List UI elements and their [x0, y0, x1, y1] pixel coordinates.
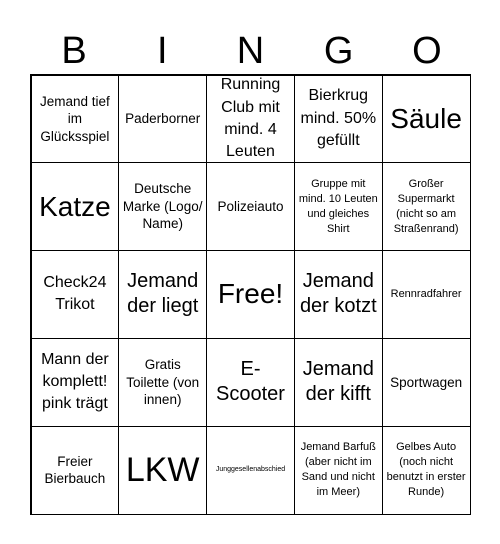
bingo-cell[interactable]: Polizeiauto	[206, 162, 295, 251]
bingo-cell[interactable]: Gruppe mit mind. 10 Leuten und gleiches Shirt	[294, 162, 383, 251]
header-letter-b: B	[61, 29, 87, 72]
header-letter-n: N	[236, 29, 265, 72]
bingo-cell[interactable]: Jemand Barfuß (aber nicht im Sand und nicht im Meer)	[294, 426, 383, 515]
free-space-cell[interactable]: Free!	[206, 250, 295, 339]
bingo-cell[interactable]: Sportwagen	[382, 338, 471, 427]
bingo-header	[30, 28, 471, 74]
bingo-cell[interactable]: Deutsche Marke (Logo/ Name)	[118, 162, 207, 251]
bingo-cell[interactable]: Mann der komplett! pink trägt	[31, 338, 120, 427]
bingo-cell[interactable]: Großer Supermarkt (nicht so am Straßenrand)	[382, 162, 471, 251]
bingo-cell[interactable]: Säule	[382, 75, 471, 164]
header-letter-i: I	[157, 29, 168, 72]
header-letter-g: G	[323, 29, 354, 72]
bingo-cell[interactable]: LKW	[118, 426, 207, 515]
bingo-cell[interactable]: Junggesellenabschied	[206, 426, 295, 515]
bingo-cell[interactable]: Jemand der liegt	[118, 250, 207, 339]
bingo-cell[interactable]: Katze	[31, 162, 120, 251]
bingo-cell[interactable]: Rennradfahrer	[382, 250, 471, 339]
bingo-cell[interactable]: Check24 Trikot	[31, 250, 120, 339]
bingo-cell[interactable]: Jemand der kotzt	[294, 250, 383, 339]
bingo-cell[interactable]: E-Scooter	[206, 338, 295, 427]
bingo-cell[interactable]: Jemand tief im Glücksspiel	[31, 75, 120, 164]
bingo-cell[interactable]: Jemand der kifft	[294, 338, 383, 427]
bingo-cell[interactable]: Running Club mit mind. 4 Leuten	[206, 75, 295, 164]
bingo-cell[interactable]: Freier Bierbauch	[31, 426, 120, 515]
bingo-cell[interactable]: Gelbes Auto (noch nicht benutzt in erster Runde)	[382, 426, 471, 515]
header-letter-o: O	[412, 29, 442, 72]
bingo-cell[interactable]: Bierkrug mind. 50% gefüllt	[294, 75, 383, 164]
bingo-cell[interactable]: Paderborner	[118, 75, 207, 164]
bingo-grid	[30, 74, 471, 515]
bingo-cell[interactable]: Gratis Toilette (von innen)	[118, 338, 207, 427]
